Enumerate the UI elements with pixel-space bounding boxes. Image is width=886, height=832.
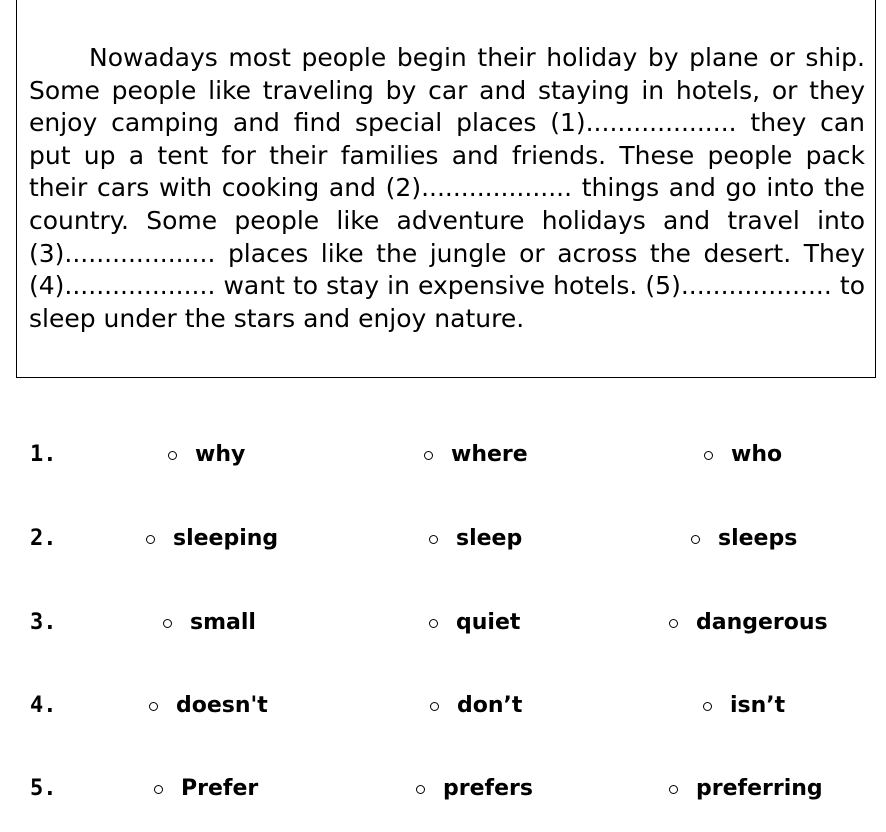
option-label: who <box>731 442 783 467</box>
option-label: don’t <box>457 693 523 718</box>
option-2c[interactable] <box>691 519 797 559</box>
option-label: why <box>195 442 246 467</box>
radio-button-icon[interactable] <box>691 535 700 544</box>
option-5a[interactable] <box>154 769 258 809</box>
radio-button-icon[interactable] <box>429 535 438 544</box>
option-1c[interactable] <box>704 435 782 475</box>
option-5b[interactable] <box>416 769 533 809</box>
radio-button-icon[interactable] <box>669 619 678 628</box>
option-4a[interactable] <box>149 686 268 726</box>
radio-button-icon[interactable] <box>424 451 433 460</box>
question-row-4 <box>0 686 886 726</box>
radio-button-icon[interactable] <box>154 785 163 794</box>
option-label: small <box>190 610 256 635</box>
option-label: sleeps <box>718 526 798 551</box>
question-row-1 <box>0 435 886 475</box>
radio-button-icon[interactable] <box>163 619 172 628</box>
option-label: preferring <box>696 776 823 801</box>
option-2a[interactable] <box>146 519 278 559</box>
question-row-2 <box>0 519 886 559</box>
option-3c[interactable] <box>669 603 828 643</box>
option-1b[interactable] <box>424 435 528 475</box>
option-label: Prefer <box>181 776 259 801</box>
option-4c[interactable] <box>703 686 785 726</box>
radio-button-icon[interactable] <box>704 451 713 460</box>
option-label: sleep <box>456 526 523 551</box>
option-3b[interactable] <box>429 603 520 643</box>
question-number: 2. <box>30 526 57 551</box>
radio-button-icon[interactable] <box>703 702 712 711</box>
option-5c[interactable] <box>669 769 823 809</box>
question-row-5 <box>0 769 886 809</box>
question-number: 4. <box>30 693 57 718</box>
radio-button-icon[interactable] <box>429 619 438 628</box>
option-4b[interactable] <box>430 686 522 726</box>
passage-text: Nowadays most people begin their holiday by plane or ship. Some people like traveling by car and staying in hotels, or they enjoy camping and find special places (1)................... they can put up a tent for their families and friends. These people pack their cars with cooking and (2)................... things and go into the country. Some people like adventure holidays and travel into (3)................... places like the jungle or across the desert. They (4)................... want to stay in expensive hotels. (5)................... to sleep under the stars and enjoy nature. <box>29 43 865 333</box>
option-label: sleeping <box>173 526 279 551</box>
question-row-3 <box>0 603 886 643</box>
option-1a[interactable] <box>168 435 245 475</box>
option-label: prefers <box>443 776 533 801</box>
radio-button-icon[interactable] <box>416 785 425 794</box>
option-3a[interactable] <box>163 603 256 643</box>
option-2b[interactable] <box>429 519 522 559</box>
radio-button-icon[interactable] <box>430 702 439 711</box>
radio-button-icon[interactable] <box>149 702 158 711</box>
question-number: 3. <box>30 610 57 635</box>
radio-button-icon[interactable] <box>669 785 678 794</box>
radio-button-icon[interactable] <box>168 451 177 460</box>
option-label: where <box>451 442 528 467</box>
question-number: 5. <box>30 776 57 801</box>
radio-button-icon[interactable] <box>146 535 155 544</box>
option-label: isn’t <box>730 693 786 718</box>
option-label: doesn't <box>176 693 268 718</box>
question-number: 1. <box>30 442 57 467</box>
option-label: quiet <box>456 610 521 635</box>
option-label: dangerous <box>696 610 828 635</box>
